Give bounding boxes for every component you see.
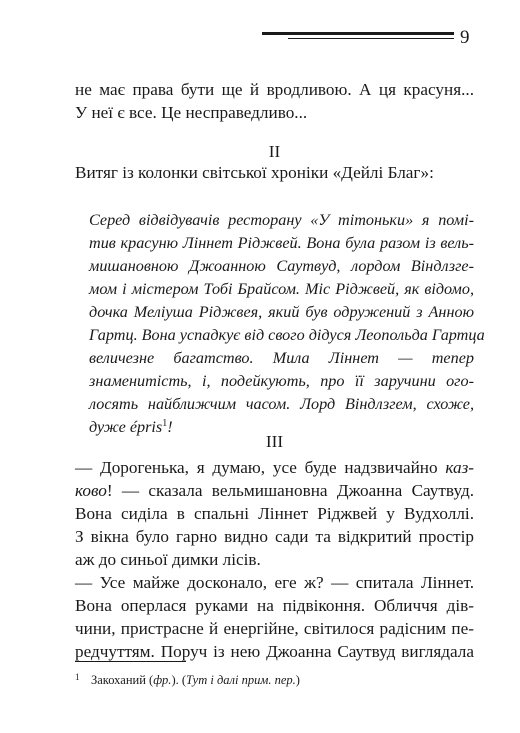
footnote-text: Закоханий (: [91, 673, 154, 687]
footnote-rule: [75, 661, 186, 662]
quote-line: тив красуню Ліннет Ріджвей. Вона була разом із вель-: [89, 234, 474, 252]
newspaper-quote: [89, 209, 485, 439]
section-3-body: [75, 456, 474, 663]
text-line: [75, 479, 474, 502]
text-line: З вікна було гарно видно сади та відкритий простір: [75, 527, 474, 546]
section-3-numeral: [75, 430, 474, 453]
footnote-reference[interactable]: 1: [162, 418, 168, 429]
quote-line: знаменитість, і, подейкують, про її заручини ого-: [89, 372, 474, 390]
section-numeral: III: [265, 432, 284, 451]
text-line: У неї є все. Це несправедливо...: [75, 103, 308, 122]
header-rule-thick: [262, 32, 454, 35]
footnote-note: Тут і далі прим. пер.: [186, 673, 296, 687]
quote-line: Серед відвідувачів ресторану «У тітоньки» я помі-: [89, 211, 474, 229]
quote-line: Гартц. Вона успадкує від свого дідуся Леопольда Гартца: [89, 326, 485, 344]
header-rule-thin: [288, 38, 454, 39]
section-2-intro: [75, 161, 474, 184]
section-2-numeral: [75, 140, 474, 163]
footnote-text: ): [295, 673, 300, 687]
quote-line: мом і містером Тобі Брайсом. Міс Ріджвей, як відомо,: [89, 280, 474, 298]
text-line: Вона оперлася руками на підвіконня. Обличчя дів-: [75, 596, 474, 615]
quote-line: лосять найближчим часом. Лорд Віндлзгем, схоже,: [89, 395, 474, 413]
text-fragment: ! — сказала вельмишановна Джоанна Саутвуд.: [106, 481, 474, 500]
text-line: Вона сиділа в спальні Ліннет Ріджвей у Вудхоллі.: [75, 504, 474, 523]
text-line: — Усе майже досконало, еге ж? — спитала Ліннет.: [75, 573, 474, 592]
quote-last-text: дуже épris: [89, 418, 163, 436]
text-line: [75, 456, 474, 479]
section-numeral: II: [268, 142, 281, 161]
text-line: не має права бути ще й вродливою. А ця красуня...: [75, 80, 474, 99]
quote-last-end: !: [167, 418, 173, 436]
italic-fragment: каз-: [445, 458, 474, 477]
page-number: 9: [460, 27, 470, 48]
quote-line: дочка Меліуша Ріджвея, який був одружений з Анною: [89, 303, 474, 321]
footnote-text: ). (: [171, 673, 187, 687]
quote-line: величезне багатство. Мила Ліннет — тепер: [89, 349, 474, 367]
intro-line: Витяг із колонки світської хроніки «Дейлі Благ»:: [75, 163, 434, 182]
text-line: редчуттям. Поруч із нею Джоанна Саутвуд виглядала: [75, 642, 474, 661]
footnote: [75, 669, 474, 688]
footnote-abbr: фр.: [153, 673, 172, 687]
text-line: аж до синьої димки лісів.: [75, 550, 261, 569]
text-fragment: — Дорогенька, я думаю, усе буде надзвичайно: [75, 458, 446, 477]
quote-line: мишановною Джоанною Саутвуд, лордом Віндлзге-: [89, 257, 474, 275]
text-line: чини, пристрасне й енергійне, світилося радісним пе-: [75, 619, 474, 638]
footnote-mark: 1: [75, 672, 80, 682]
italic-fragment: ково: [75, 481, 107, 500]
paragraph-1: [75, 78, 474, 124]
